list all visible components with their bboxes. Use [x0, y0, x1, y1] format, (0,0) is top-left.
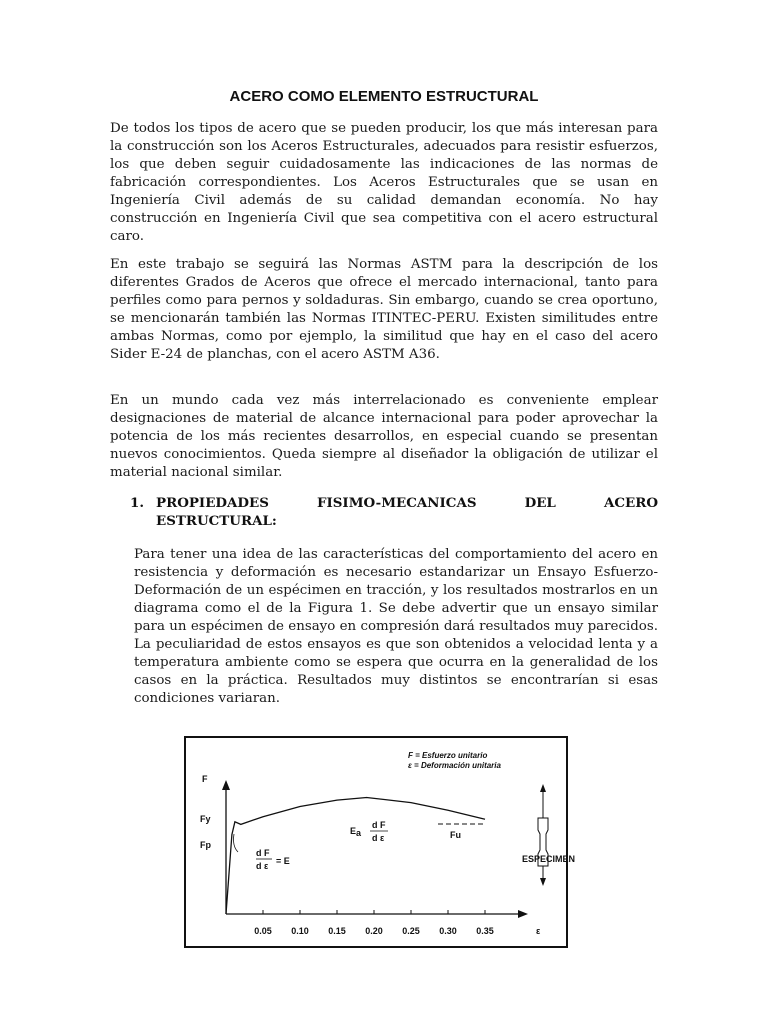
fy-label: Fy: [200, 814, 211, 824]
x-tick-label: 0.15: [328, 926, 346, 936]
y-axis-arrow: [222, 780, 230, 790]
fp-label: Fp: [200, 840, 211, 850]
stress-strain-diagram: [186, 738, 576, 946]
specimen-label: ESPECIMEN: [522, 854, 576, 864]
initial-slope-arc: [234, 834, 239, 852]
fu-label: Fu: [450, 830, 461, 840]
x-tick-label: 0.25: [402, 926, 420, 936]
section-title-line1: PROPIEDADES FISIMO-MECANICAS DEL ACERO: [156, 495, 658, 511]
document-title: ACERO COMO ELEMENTO ESTRUCTURAL: [229, 88, 539, 105]
tangent-slope-sub: a: [356, 828, 362, 838]
x-tick-label: 0.30: [439, 926, 457, 936]
paragraph-3: En un mundo cada vez más interrelacionado es conveniente emplear designaciones de material de alcance internacional para poder aprovechar la potencia de los más recientes desarrollos, en especial cuando se presentan nuevos conocimientos. Queda siempre al diseñador la obligación de utilizar el material nacional similar.: [110, 393, 658, 480]
specimen-arrow-up-head: [540, 784, 546, 792]
x-axis-arrow: [518, 910, 528, 918]
x-axis-label: ε: [536, 926, 541, 936]
initial-slope-den: d ε: [256, 861, 269, 871]
section-title-line2: ESTRUCTURAL:: [156, 513, 277, 529]
initial-slope-eq: = E: [276, 856, 290, 866]
paragraph-1: De todos los tipos de acero que se pueden producir, los que más interesan para la construcción son los Aceros Estructurales, adecuados para resistir esfuerzos, los que deben seguir cuidadosamente las indicaciones de las normas de fabricación correspondientes. Los Aceros Estructurales que se usan en Ingeniería Civil además de su calidad demandan economía. No hay construcción en Ingeniería Civil que sea competitiva con el acero estructural caro.: [110, 121, 658, 244]
tangent-slope-lhs: E: [350, 826, 357, 836]
initial-slope-num: d F: [256, 848, 270, 858]
section-body: Para tener una idea de las características del comportamiento del acero en resistencia y deformación es necesario estandarizar un Ensayo Esfuerzo-Deformación de un espécimen en tracción, y los resultados mostrarlos en un diagrama como el de la Figura 1. Se debe advertir que un ensayo similar para un espécimen de ensayo en compresión dará resultados muy parecidos. La peculiaridad de estos ensayos es que son obtenidos a velocidad lenta y a temperatura ambiente como se espera que ocurra en la generalidad de los casos en la práctica. Resultados muy distintos se encontrarían si esas condiciones variaran.: [134, 547, 658, 706]
x-tick-label: 0.35: [476, 926, 494, 936]
specimen-arrow-down-head: [540, 878, 546, 886]
tangent-slope-num: d F: [372, 820, 386, 830]
x-tick-label: 0.10: [291, 926, 309, 936]
legend-strain: ε = Deformación unitaria: [408, 761, 501, 770]
tangent-slope-den: d ε: [372, 833, 385, 843]
figure-1: [184, 736, 576, 948]
x-tick-label: 0.20: [365, 926, 383, 936]
paragraph-2: En este trabajo se seguirá las Normas ASTM para la descripción de los diferentes Grados de Aceros que ofrece el mercado internacional, tanto para perfiles como para pernos y soldaduras. Sin embargo, cuando se crea oportuno, se mencionarán también las Normas ITINTEC-PERU. Existen similitudes entre ambas Normas, como por ejemplo, la similitud que hay en el caso del acero Sider E-24 de planchas, con el acero ASTM A36.: [110, 257, 658, 362]
legend-stress: F = Esfuerzo unitario: [408, 751, 488, 760]
section-number: 1.: [130, 495, 144, 511]
y-axis-label: F: [202, 774, 208, 784]
x-tick-label: 0.05: [254, 926, 272, 936]
